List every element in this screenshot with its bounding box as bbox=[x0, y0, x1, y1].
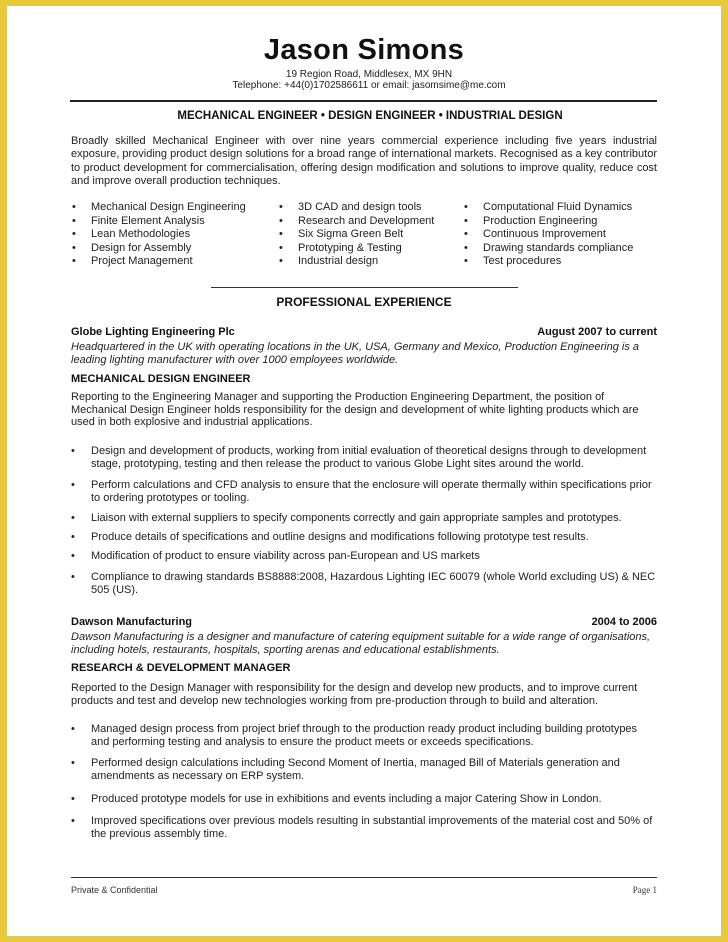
job-dates: August 2007 to current bbox=[537, 326, 657, 338]
resume-page: Jason Simons 19 Region Road, Middlesex, MX 9HN Telephone: +44(0)1702586611 or email: jasomsime@me.com MECHANICAL ENGINEER • DESIGN ENGINEER • INDUSTRIAL DESIGN Broadly skilled Mechanical Engineer with over nine years commercial experience including five years industrial exposure, providing product design solutions for a broad range of international markets. Recognised as a key contributor to product development for commercialisation, offering design modification and solutions to improve quality, reduce cost and improve overall production techniques. • Mechanical Design Engineering • Finite Element Analysis • Lean Methodologies • Design for Assembly • Project Management • 3D CAD and design tools • Research and Development • Six Sigma Green Belt • Prototyping & Testing • Industrial design • Computational Fluid Dynamics • Production Engineering • Continuous Improvement • Drawing standards compliance • Test procedures PROFESSIONAL EXPERIENCE Globe Lighting Engineering Plc August 2007 to current Headquartered in the UK with operating locations in the UK, USA, Germany and Mexico, Production Engineering is a leading lighting manufacturer with over 1000 employees worldwide. MECHANICAL DESIGN ENGINEER Reporting to the Engineering Manager and supporting the Production Engineering Department, the position of Mechanical Design Engineer holds responsibility for the design and development of white lighting products which are used in both explosive and industrial applications. • Design and development of products, working from initial evaluation of theoretical designs through to development stage, prototyping, testing and then release the product to various Globe Light sites around the world. • Perform calculations and CFD analysis to ensure that the enclosure will operate thermally within specifications prior to ordering prototypes or tooling. • Liaison with external suppliers to specify components correctly and gain appropriate samples and prototypes. • Produce details of specifications and outline designs and modifications following prototype test results. • Modification of product to ensure viability across pan-European and US markets • Compliance to drawing standards BS8888:2008, Hazardous Lighting IEC 60079 (whole World excluding US) & NEC 505 (US). Dawson Manufacturing 2004 to 2006 Dawson Manufacturing is a designer and manufacture of catering equipment suitable for a wide range of organisations, including hotels, restaurants, hospitals, sporting arenas and educational establishments. RESEARCH & DEVELOPMENT MANAGER Reported to the Design Manager with responsibility for the design and develop new products, and to improve current products and test and develop new technologies working from pre-production through to build and alteration. • Managed design process from project brief through to the production ready product including building prototypes and performing testing and analysis to ensure the product meets or exceeds specifications. • Performed design calculations including Second Moment of Inertia, managed Bill of Materials generation and amendments as necessary on ERP system. • Produced prototype models for use in exhibitions and events including a major Catering Show in London. • Improved specifications over previous models resulting in substantial improvements of the material cost and 50% of the previous assembly time. Private & Confidential Page 1 bbox=[6, 5, 722, 937]
bullet-icon: • bbox=[464, 214, 468, 227]
bullet-icon: • bbox=[72, 241, 76, 254]
footer-confidential: Private & Confidential bbox=[71, 885, 158, 895]
profile-summary: Broadly skilled Mechanical Engineer with over nine years commercial experience including five years industrial exposure, providing product design solutions for a broad range of international markets. Recognised as a key contributor to product development for commercialisation, offering design modification and solutions to improve quality, reduce cost and improve overall production techniques. bbox=[71, 135, 657, 188]
job-title: MECHANICAL DESIGN ENGINEER bbox=[71, 373, 251, 385]
job-company: Dawson Manufacturing bbox=[71, 616, 193, 628]
bullet-icon: • bbox=[71, 531, 75, 543]
bullet-icon: • bbox=[71, 445, 75, 457]
bullet-icon: • bbox=[71, 723, 75, 735]
job-intro: Reporting to the Engineering Manager and supporting the Production Engineering Department, the position of Mechanical Design Engineer holds responsibility for the design and development of white lighting products which are used in both explosive and industrial applications. bbox=[71, 391, 639, 429]
bullet-icon: • bbox=[72, 201, 76, 213]
bullet-icon: • bbox=[279, 241, 283, 254]
job-description: Headquartered in the UK with operating locations in the UK, USA, Germany and Mexico, Production Engineering is a leading lighting manufacturer with over 1000 employees worldwide. bbox=[71, 341, 640, 366]
page-number: Page 1 bbox=[632, 885, 657, 895]
bullet-icon: • bbox=[279, 201, 283, 213]
footer-divider bbox=[71, 877, 657, 878]
header-divider bbox=[70, 100, 657, 102]
bullet-icon: • bbox=[72, 255, 76, 267]
job-intro: Reported to the Design Manager with responsibility for the design and develop new products, and to improve current products and test and develop new technologies working from pre-production through to build and alteration. bbox=[71, 682, 638, 707]
bullet-icon: • bbox=[464, 241, 468, 254]
bullet-icon: • bbox=[279, 214, 283, 227]
section-divider bbox=[211, 287, 518, 288]
bullet-icon: • bbox=[71, 757, 75, 769]
section-title-experience: PROFESSIONAL EXPERIENCE bbox=[276, 295, 452, 309]
job-company: Globe Lighting Engineering Plc bbox=[71, 326, 235, 338]
bullet-icon: • bbox=[71, 793, 75, 805]
bullet-icon: • bbox=[72, 214, 76, 227]
headline-titles: MECHANICAL ENGINEER • DESIGN ENGINEER • INDUSTRIAL DESIGN bbox=[177, 110, 563, 122]
bullet-icon: • bbox=[464, 255, 468, 267]
bullet-icon: • bbox=[71, 479, 75, 491]
bullet-icon: • bbox=[464, 201, 468, 213]
bullet-icon: • bbox=[72, 228, 76, 240]
bullet-icon: • bbox=[279, 255, 283, 267]
bullet-icon: • bbox=[71, 815, 75, 827]
bullet-icon: • bbox=[279, 228, 283, 240]
job-description: Dawson Manufacturing is a designer and manufacture of catering equipment suitable for a wide range of organisations, including hotels, restaurants, hospitals, sporting arenas and educational establishments. bbox=[71, 631, 651, 656]
job-dates: 2004 to 2006 bbox=[591, 616, 657, 628]
bullet-icon: • bbox=[71, 550, 75, 562]
address-line: 19 Region Road, Middlesex, MX 9HN bbox=[285, 69, 453, 80]
job-title: RESEARCH & DEVELOPMENT MANAGER bbox=[71, 662, 291, 674]
bullet-icon: • bbox=[464, 228, 468, 240]
bullet-icon: • bbox=[71, 512, 75, 524]
contact-line: Telephone: +44(0)1702586611 or email: jasomsime@me.com bbox=[232, 80, 506, 91]
skills-list: • Mechanical Design Engineering • Finite Element Analysis • Lean Methodologies • Design for Assembly • Project Management • 3D CAD and design tools • Research and Development • Six Sigma Green Belt • Prototyping & Testing • Industrial design • Computational Fluid Dynamics • Production Engineering • Continuous Improvement • Drawing standards compliance • Test procedures bbox=[72, 201, 634, 267]
candidate-name: Jason Simons bbox=[263, 34, 465, 66]
bullet-icon: • bbox=[71, 571, 75, 583]
